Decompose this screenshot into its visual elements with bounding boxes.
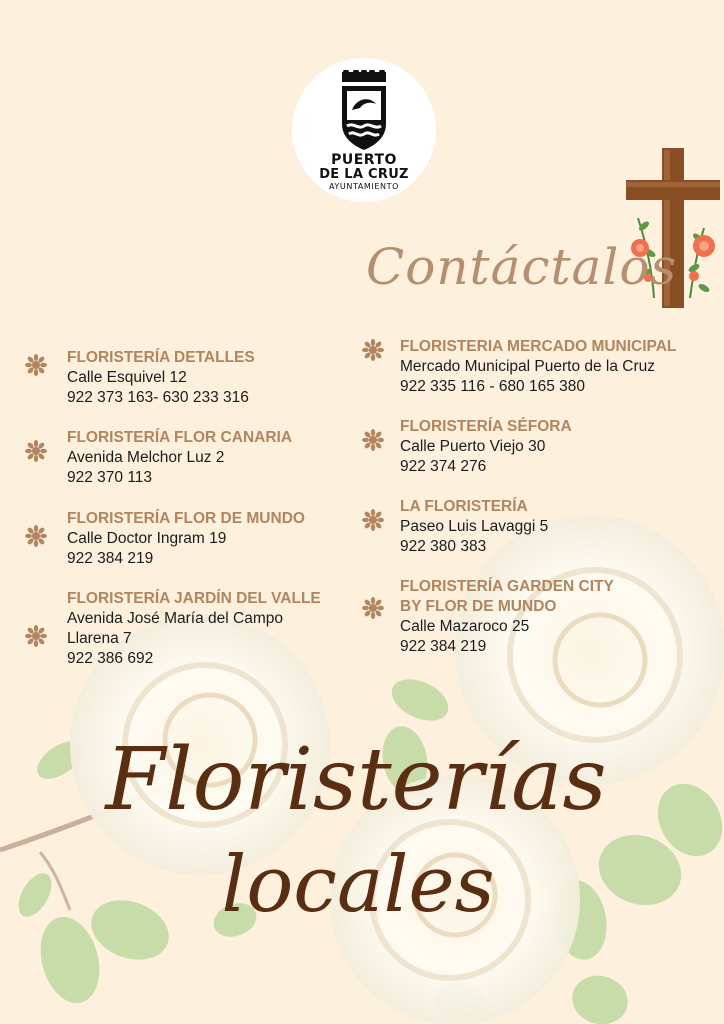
florist-address: Calle Esquivel 12 <box>67 369 187 386</box>
flower-icon <box>25 354 47 376</box>
main-title-line1: Floristerías <box>105 730 607 830</box>
florist-address: Avenida José María del Campo <box>67 610 283 627</box>
florist-name: FLORISTERIA MERCADO MUNICIPAL <box>400 338 677 355</box>
coat-of-arms-icon <box>338 70 390 152</box>
flower-icon <box>362 429 384 451</box>
florist-name: FLORISTERÍA DETALLES <box>67 349 255 366</box>
florist-phone: 922 384 219 <box>400 638 487 655</box>
florist-name: FLORISTERÍA FLOR DE MUNDO <box>67 510 305 527</box>
florist-address: Calle Mazaroco 25 <box>400 618 530 635</box>
florist-name: LA FLORISTERÍA <box>400 498 528 515</box>
florist-phone: 922 374 276 <box>400 458 487 475</box>
flower-icon <box>25 440 47 462</box>
logo-text-puerto: PUERTO <box>331 152 397 168</box>
florist-address: Paseo Luis Lavaggi 5 <box>400 518 549 535</box>
florist-phone: 922 373 163- 630 233 316 <box>67 389 249 406</box>
florist-address: Mercado Municipal Puerto de la Cruz <box>400 358 656 375</box>
contact-title: Contáctalos <box>366 238 678 296</box>
florist-address: Avenida Melchor Luz 2 <box>67 449 225 466</box>
florist-address: Calle Puerto Viejo 30 <box>400 438 546 455</box>
florist-phone: 922 380 383 <box>400 538 487 555</box>
florist-phone: 922 386 692 <box>67 650 154 667</box>
florist-phone: 922 370 113 <box>67 469 153 486</box>
florist-name: FLORISTERÍA SÉFORA <box>400 418 572 435</box>
municipality-logo <box>292 58 436 202</box>
florist-entry <box>67 428 292 488</box>
florist-name: FLORISTERÍA JARDÍN DEL VALLE <box>67 590 321 607</box>
flower-icon <box>25 625 47 647</box>
florist-name: FLORISTERÍA GARDEN CITY <box>400 578 614 595</box>
florist-phone: 922 335 116 - 680 165 380 <box>400 378 586 395</box>
florist-address: Calle Doctor Ingram 19 <box>67 530 227 547</box>
florist-entry <box>400 577 614 657</box>
florist-entry <box>400 337 676 397</box>
main-title-line2: locales <box>221 840 495 930</box>
flower-icon <box>362 597 384 619</box>
flower-icon <box>362 339 384 361</box>
florist-entry <box>67 509 305 569</box>
florist-address-cont: Llarena 7 <box>67 630 132 647</box>
logo-text-de-la-cruz: DE LA CRUZ <box>319 167 409 182</box>
logo-text-ayuntamiento: AYUNTAMIENTO <box>328 182 399 191</box>
florist-entry <box>400 417 572 477</box>
florist-entry <box>400 497 548 557</box>
florist-entry <box>67 348 255 408</box>
florist-phone: 922 384 219 <box>67 550 154 567</box>
florist-name-cont: BY FLOR DE MUNDO <box>400 598 557 615</box>
flower-icon <box>25 525 47 547</box>
florist-name: FLORISTERÍA FLOR CANARIA <box>67 429 293 446</box>
flower-icon <box>362 509 384 531</box>
florist-entry <box>67 589 321 669</box>
